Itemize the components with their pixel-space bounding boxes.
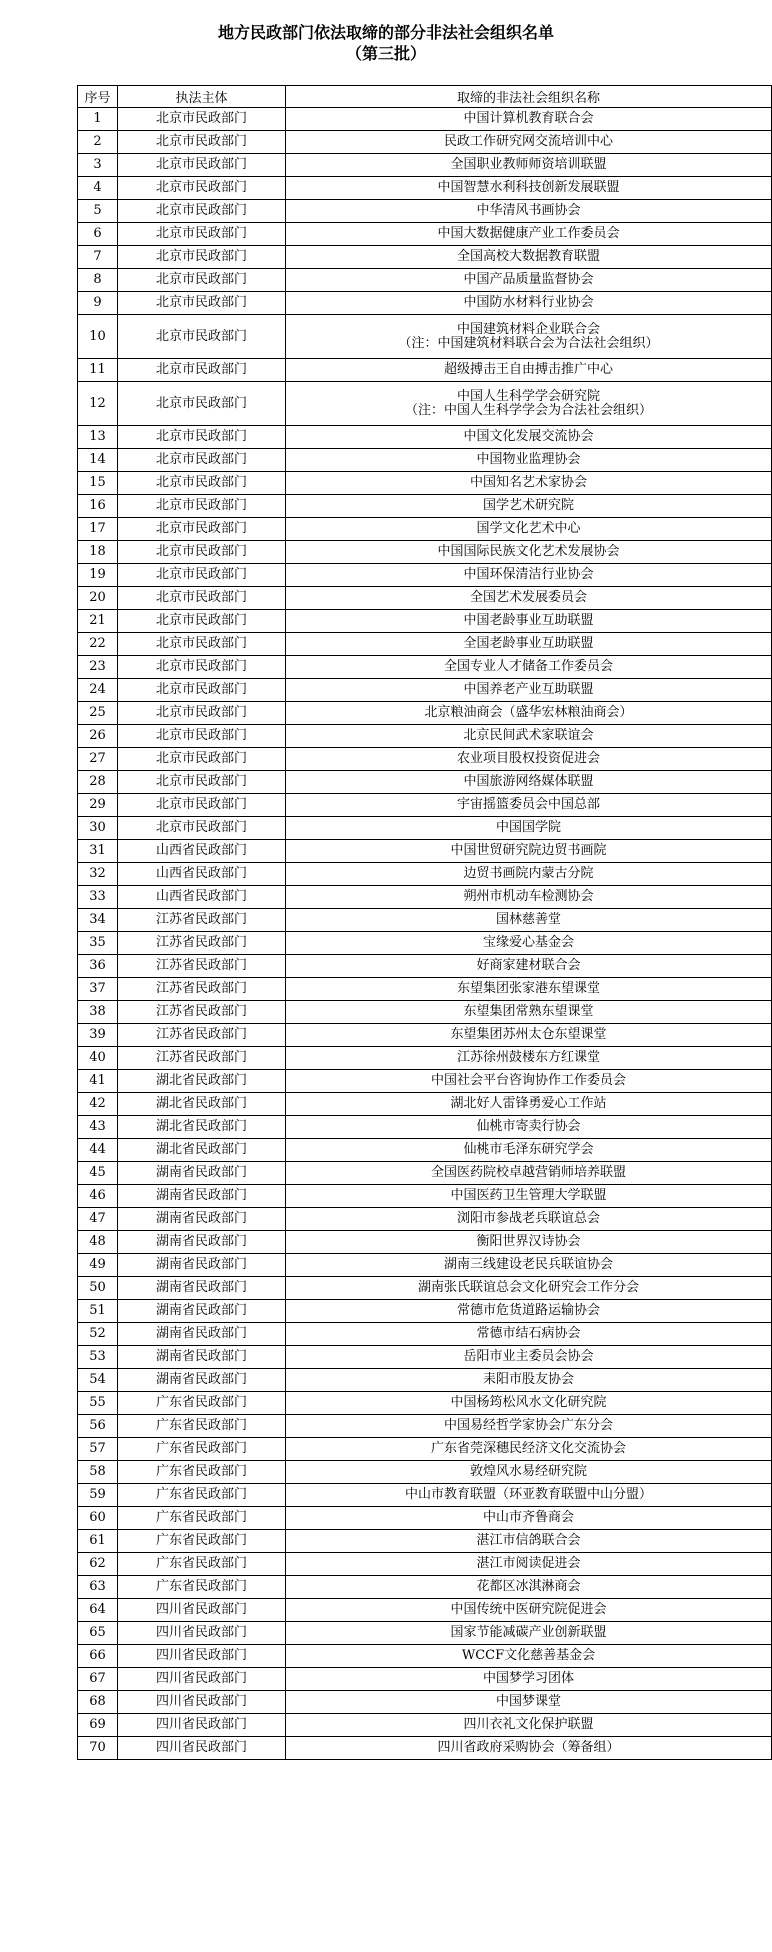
row-agency: 北京市民政部门	[118, 702, 286, 725]
row-agency: 北京市民政部门	[118, 656, 286, 679]
row-number: 59	[78, 1484, 118, 1507]
row-organization: 湖北好人雷锋勇爱心工作站	[286, 1093, 772, 1116]
row-organization: 衡阳世界汉诗协会	[286, 1231, 772, 1254]
row-organization: 中国国学院	[286, 817, 772, 840]
row-agency: 北京市民政部门	[118, 817, 286, 840]
row-agency: 北京市民政部门	[118, 794, 286, 817]
row-number: 47	[78, 1208, 118, 1231]
row-organization: 国家节能减碳产业创新联盟	[286, 1622, 772, 1645]
table-row	[78, 1116, 772, 1139]
row-number: 3	[78, 154, 118, 177]
table-row	[78, 1277, 772, 1300]
row-organization: 民政工作研究网交流培训中心	[286, 131, 772, 154]
table-row	[78, 177, 772, 200]
row-agency: 四川省民政部门	[118, 1691, 286, 1714]
row-organization: 中国梦课堂	[286, 1691, 772, 1714]
row-agency: 广东省民政部门	[118, 1461, 286, 1484]
table-row	[78, 1231, 772, 1254]
table-row	[78, 1346, 772, 1369]
row-organization: 湛江市信鸽联合会	[286, 1530, 772, 1553]
table-row	[78, 1254, 772, 1277]
row-agency: 湖北省民政部门	[118, 1139, 286, 1162]
row-organization: 中国世贸研究院边贸书画院	[286, 840, 772, 863]
row-organization: 中国梦学习团体	[286, 1668, 772, 1691]
row-number: 17	[78, 518, 118, 541]
row-agency: 湖南省民政部门	[118, 1277, 286, 1300]
row-agency: 四川省民政部门	[118, 1737, 286, 1760]
row-organization: 常德市危货道路运输协会	[286, 1300, 772, 1323]
row-number: 21	[78, 610, 118, 633]
row-number: 12	[78, 382, 118, 426]
row-agency: 四川省民政部门	[118, 1599, 286, 1622]
row-agency: 广东省民政部门	[118, 1484, 286, 1507]
row-number: 49	[78, 1254, 118, 1277]
row-number: 44	[78, 1139, 118, 1162]
row-organization: 中国老龄事业互助联盟	[286, 610, 772, 633]
row-agency: 湖南省民政部门	[118, 1323, 286, 1346]
row-agency: 北京市民政部门	[118, 771, 286, 794]
row-agency: 湖北省民政部门	[118, 1093, 286, 1116]
row-agency: 江苏省民政部门	[118, 1001, 286, 1024]
row-organization: 常德市结石病协会	[286, 1323, 772, 1346]
row-agency: 湖南省民政部门	[118, 1346, 286, 1369]
table-row	[78, 1162, 772, 1185]
row-organization: 四川省政府采购协会（筹备组）	[286, 1737, 772, 1760]
row-organization: WCCF文化慈善基金会	[286, 1645, 772, 1668]
row-organization: 花都区冰淇淋商会	[286, 1576, 772, 1599]
table-row	[78, 1208, 772, 1231]
header-number: 序号	[78, 86, 118, 108]
row-agency: 广东省民政部门	[118, 1392, 286, 1415]
row-number: 31	[78, 840, 118, 863]
row-number: 22	[78, 633, 118, 656]
row-organization: 岳阳市业主委员会协会	[286, 1346, 772, 1369]
row-agency: 北京市民政部门	[118, 610, 286, 633]
row-number: 33	[78, 886, 118, 909]
row-agency: 北京市民政部门	[118, 564, 286, 587]
row-number: 6	[78, 223, 118, 246]
row-organization: 中山市齐鲁商会	[286, 1507, 772, 1530]
table-row	[78, 1668, 772, 1691]
row-organization: 中国养老产业互助联盟	[286, 679, 772, 702]
table-row	[78, 131, 772, 154]
table-row	[78, 1070, 772, 1093]
row-organization: 超级搏击王自由搏击推广中心	[286, 359, 772, 382]
row-agency: 四川省民政部门	[118, 1714, 286, 1737]
row-organization: 全国医药院校卓越营销师培养联盟	[286, 1162, 772, 1185]
table-row	[78, 426, 772, 449]
row-organization: 中国文化发展交流协会	[286, 426, 772, 449]
row-agency: 北京市民政部门	[118, 449, 286, 472]
table-row	[78, 909, 772, 932]
row-organization: 好商家建材联合会	[286, 955, 772, 978]
table-row	[78, 154, 772, 177]
row-number: 26	[78, 725, 118, 748]
table-row	[78, 1300, 772, 1323]
table-row	[78, 1415, 772, 1438]
row-number: 16	[78, 495, 118, 518]
row-agency: 北京市民政部门	[118, 518, 286, 541]
row-organization: 宇宙摇篮委员会中国总部	[286, 794, 772, 817]
table-row	[78, 1024, 772, 1047]
row-number: 51	[78, 1300, 118, 1323]
row-number: 57	[78, 1438, 118, 1461]
row-organization: 中国智慧水利科技创新发展联盟	[286, 177, 772, 200]
row-organization: 中国杨筠松风水文化研究院	[286, 1392, 772, 1415]
row-organization	[286, 315, 772, 359]
row-number: 65	[78, 1622, 118, 1645]
table-row	[78, 1714, 772, 1737]
row-agency: 广东省民政部门	[118, 1576, 286, 1599]
table-row	[78, 817, 772, 840]
row-agency: 北京市民政部门	[118, 154, 286, 177]
row-organization: 东望集团张家港东望课堂	[286, 978, 772, 1001]
table-row	[78, 863, 772, 886]
organization-table	[77, 85, 772, 1760]
row-agency: 北京市民政部门	[118, 246, 286, 269]
organization-note: （注：中国人生科学学会为合法社会组织）	[404, 402, 652, 418]
table-row	[78, 610, 772, 633]
table-row	[78, 633, 772, 656]
row-agency: 山西省民政部门	[118, 840, 286, 863]
table-row	[78, 495, 772, 518]
row-organization: 中国环保清洁行业协会	[286, 564, 772, 587]
table-row	[78, 978, 772, 1001]
row-number: 68	[78, 1691, 118, 1714]
row-agency: 山西省民政部门	[118, 863, 286, 886]
row-agency: 广东省民政部门	[118, 1507, 286, 1530]
row-agency: 北京市民政部门	[118, 382, 286, 426]
row-organization: 湛江市阅读促进会	[286, 1553, 772, 1576]
row-number: 36	[78, 955, 118, 978]
table-row	[78, 1093, 772, 1116]
row-organization: 敦煌风水易经研究院	[286, 1461, 772, 1484]
table-row	[78, 656, 772, 679]
row-organization: 中国知名艺术家协会	[286, 472, 772, 495]
table-row	[78, 794, 772, 817]
row-agency: 湖南省民政部门	[118, 1162, 286, 1185]
row-number: 45	[78, 1162, 118, 1185]
row-number: 14	[78, 449, 118, 472]
row-organization: 中国社会平台咨询协作工作委员会	[286, 1070, 772, 1093]
row-number: 53	[78, 1346, 118, 1369]
row-agency: 江苏省民政部门	[118, 978, 286, 1001]
row-agency: 江苏省民政部门	[118, 1024, 286, 1047]
row-agency: 广东省民政部门	[118, 1438, 286, 1461]
organization-name: 中国建筑材料企业联合会	[456, 321, 600, 337]
table-row	[78, 1622, 772, 1645]
row-agency: 江苏省民政部门	[118, 955, 286, 978]
table-row	[78, 1553, 772, 1576]
row-agency: 江苏省民政部门	[118, 1047, 286, 1070]
table-row	[78, 1599, 772, 1622]
row-agency: 北京市民政部门	[118, 315, 286, 359]
row-organization: 北京民间武术家联谊会	[286, 725, 772, 748]
document-subtitle: （第三批）	[345, 44, 426, 63]
row-agency: 湖南省民政部门	[118, 1369, 286, 1392]
row-number: 7	[78, 246, 118, 269]
row-agency: 北京市民政部门	[118, 131, 286, 154]
row-number: 69	[78, 1714, 118, 1737]
row-agency: 湖南省民政部门	[118, 1208, 286, 1231]
row-number: 66	[78, 1645, 118, 1668]
header-agency: 执法主体	[118, 86, 286, 108]
table-row	[78, 840, 772, 863]
table-row	[78, 1001, 772, 1024]
table-row	[78, 679, 772, 702]
row-number: 43	[78, 1116, 118, 1139]
row-organization: 中国产品质量监督协会	[286, 269, 772, 292]
row-organization	[286, 382, 772, 426]
row-number: 67	[78, 1668, 118, 1691]
row-organization: 广东省莞深穗民经济文化交流协会	[286, 1438, 772, 1461]
row-number: 58	[78, 1461, 118, 1484]
row-organization: 中国国际民族文化艺术发展协会	[286, 541, 772, 564]
row-organization: 湖南张氏联谊总会文化研究会工作分会	[286, 1277, 772, 1300]
row-organization: 仙桃市寄卖行协会	[286, 1116, 772, 1139]
row-agency: 北京市民政部门	[118, 495, 286, 518]
table-row	[78, 1392, 772, 1415]
table-row	[78, 702, 772, 725]
row-organization: 中国大数据健康产业工作委员会	[286, 223, 772, 246]
row-organization: 中国防水材料行业协会	[286, 292, 772, 315]
row-agency: 北京市民政部门	[118, 200, 286, 223]
row-agency: 湖南省民政部门	[118, 1254, 286, 1277]
row-number: 27	[78, 748, 118, 771]
row-agency: 四川省民政部门	[118, 1645, 286, 1668]
row-number: 1	[78, 108, 118, 131]
row-number: 54	[78, 1369, 118, 1392]
row-organization: 湖南三线建设老民兵联谊协会	[286, 1254, 772, 1277]
row-organization: 全国艺术发展委员会	[286, 587, 772, 610]
row-agency: 四川省民政部门	[118, 1668, 286, 1691]
row-organization: 国学文化艺术中心	[286, 518, 772, 541]
row-number: 60	[78, 1507, 118, 1530]
row-number: 56	[78, 1415, 118, 1438]
table-row	[78, 541, 772, 564]
row-number: 32	[78, 863, 118, 886]
row-number: 18	[78, 541, 118, 564]
table-row	[78, 725, 772, 748]
table-row	[78, 1507, 772, 1530]
header-organization: 取缔的非法社会组织名称	[286, 86, 772, 108]
row-agency: 北京市民政部门	[118, 679, 286, 702]
row-agency: 北京市民政部门	[118, 108, 286, 131]
row-organization: 耒阳市股友协会	[286, 1369, 772, 1392]
row-organization: 全国职业教师师资培训联盟	[286, 154, 772, 177]
row-number: 29	[78, 794, 118, 817]
row-organization: 中国物业监理协会	[286, 449, 772, 472]
table-row	[78, 1737, 772, 1760]
row-number: 62	[78, 1553, 118, 1576]
row-number: 61	[78, 1530, 118, 1553]
row-agency: 湖南省民政部门	[118, 1185, 286, 1208]
table-row	[78, 1047, 772, 1070]
table-row	[78, 449, 772, 472]
row-number: 48	[78, 1231, 118, 1254]
row-number: 9	[78, 292, 118, 315]
row-organization: 国林慈善堂	[286, 909, 772, 932]
table-row	[78, 359, 772, 382]
table-row	[78, 955, 772, 978]
row-number: 38	[78, 1001, 118, 1024]
organization-name: 中国人生科学学会研究院	[456, 388, 600, 404]
table-row	[78, 771, 772, 794]
row-agency: 北京市民政部门	[118, 292, 286, 315]
table-body	[78, 108, 772, 1760]
row-agency: 北京市民政部门	[118, 177, 286, 200]
row-number: 11	[78, 359, 118, 382]
row-organization: 中华清风书画协会	[286, 200, 772, 223]
row-number: 25	[78, 702, 118, 725]
row-organization: 中国易经哲学家协会广东分会	[286, 1415, 772, 1438]
table-row	[78, 1185, 772, 1208]
row-agency: 北京市民政部门	[118, 725, 286, 748]
document-title: 地方民政部门依法取缔的部分非法社会组织名单	[217, 23, 554, 42]
row-agency: 北京市民政部门	[118, 269, 286, 292]
row-number: 20	[78, 587, 118, 610]
row-agency: 江苏省民政部门	[118, 909, 286, 932]
row-organization: 边贸书画院内蒙古分院	[286, 863, 772, 886]
table-row	[78, 1645, 772, 1668]
table-row	[78, 518, 772, 541]
table-row	[78, 200, 772, 223]
table-row	[78, 246, 772, 269]
table-row	[78, 292, 772, 315]
row-organization: 北京粮油商会（盛华宏林粮油商会）	[286, 702, 772, 725]
row-number: 42	[78, 1093, 118, 1116]
row-organization: 全国高校大数据教育联盟	[286, 246, 772, 269]
table-row	[78, 1369, 772, 1392]
row-agency: 北京市民政部门	[118, 223, 286, 246]
row-number: 8	[78, 269, 118, 292]
row-organization: 朔州市机动车检测协会	[286, 886, 772, 909]
row-number: 34	[78, 909, 118, 932]
table-row	[78, 587, 772, 610]
table-row	[78, 1484, 772, 1507]
table-row	[78, 269, 772, 292]
row-agency: 湖南省民政部门	[118, 1231, 286, 1254]
table-header-row	[78, 86, 772, 108]
table-row	[78, 1691, 772, 1714]
table-row	[78, 223, 772, 246]
row-agency: 湖北省民政部门	[118, 1116, 286, 1139]
table-row	[78, 748, 772, 771]
row-number: 70	[78, 1737, 118, 1760]
row-number: 50	[78, 1277, 118, 1300]
row-number: 28	[78, 771, 118, 794]
table-row	[78, 1576, 772, 1599]
row-number: 55	[78, 1392, 118, 1415]
row-number: 5	[78, 200, 118, 223]
table-row	[78, 564, 772, 587]
row-agency: 四川省民政部门	[118, 1622, 286, 1645]
row-number: 41	[78, 1070, 118, 1093]
row-organization: 江苏徐州鼓楼东方红课堂	[286, 1047, 772, 1070]
table-row	[78, 315, 772, 359]
row-agency: 北京市民政部门	[118, 587, 286, 610]
row-agency: 北京市民政部门	[118, 426, 286, 449]
row-number: 10	[78, 315, 118, 359]
row-number: 39	[78, 1024, 118, 1047]
row-organization: 浏阳市参战老兵联谊总会	[286, 1208, 772, 1231]
row-number: 13	[78, 426, 118, 449]
row-number: 19	[78, 564, 118, 587]
row-agency: 湖北省民政部门	[118, 1070, 286, 1093]
row-agency: 山西省民政部门	[118, 886, 286, 909]
table-row	[78, 932, 772, 955]
row-agency: 广东省民政部门	[118, 1415, 286, 1438]
table-row	[78, 1323, 772, 1346]
table-row	[78, 886, 772, 909]
row-agency: 湖南省民政部门	[118, 1300, 286, 1323]
row-number: 64	[78, 1599, 118, 1622]
row-number: 23	[78, 656, 118, 679]
row-number: 15	[78, 472, 118, 495]
row-agency: 北京市民政部门	[118, 748, 286, 771]
row-agency: 北京市民政部门	[118, 359, 286, 382]
row-organization: 东望集团常熟东望课堂	[286, 1001, 772, 1024]
row-agency: 北京市民政部门	[118, 633, 286, 656]
row-organization: 宝缘爱心基金会	[286, 932, 772, 955]
row-number: 63	[78, 1576, 118, 1599]
row-organization: 四川衣礼文化保护联盟	[286, 1714, 772, 1737]
row-number: 37	[78, 978, 118, 1001]
row-organization: 全国老龄事业互助联盟	[286, 633, 772, 656]
table-row	[78, 1438, 772, 1461]
row-organization: 全国专业人才储备工作委员会	[286, 656, 772, 679]
table-row	[78, 1530, 772, 1553]
row-number: 40	[78, 1047, 118, 1070]
table-row	[78, 382, 772, 426]
row-number: 4	[78, 177, 118, 200]
row-agency: 广东省民政部门	[118, 1530, 286, 1553]
row-agency: 北京市民政部门	[118, 541, 286, 564]
row-agency: 广东省民政部门	[118, 1553, 286, 1576]
table-row	[78, 1139, 772, 1162]
table-row	[78, 108, 772, 131]
row-agency: 江苏省民政部门	[118, 932, 286, 955]
row-organization: 中国传统中医研究院促进会	[286, 1599, 772, 1622]
row-organization: 仙桃市毛泽东研究学会	[286, 1139, 772, 1162]
row-number: 35	[78, 932, 118, 955]
row-number: 2	[78, 131, 118, 154]
row-number: 30	[78, 817, 118, 840]
table-row	[78, 1461, 772, 1484]
row-organization: 中国医药卫生管理大学联盟	[286, 1185, 772, 1208]
row-agency: 北京市民政部门	[118, 472, 286, 495]
row-organization: 中国计算机教育联合会	[286, 108, 772, 131]
row-organization: 中山市教育联盟（环亚教育联盟中山分盟）	[286, 1484, 772, 1507]
table-row	[78, 472, 772, 495]
row-organization: 东望集团苏州太仓东望课堂	[286, 1024, 772, 1047]
organization-note: （注：中国建筑材料联合会为合法社会组织）	[398, 335, 659, 351]
row-number: 46	[78, 1185, 118, 1208]
row-number: 52	[78, 1323, 118, 1346]
row-organization: 农业项目股权投资促进会	[286, 748, 772, 771]
row-organization: 中国旅游网络媒体联盟	[286, 771, 772, 794]
row-number: 24	[78, 679, 118, 702]
row-organization: 国学艺术研究院	[286, 495, 772, 518]
